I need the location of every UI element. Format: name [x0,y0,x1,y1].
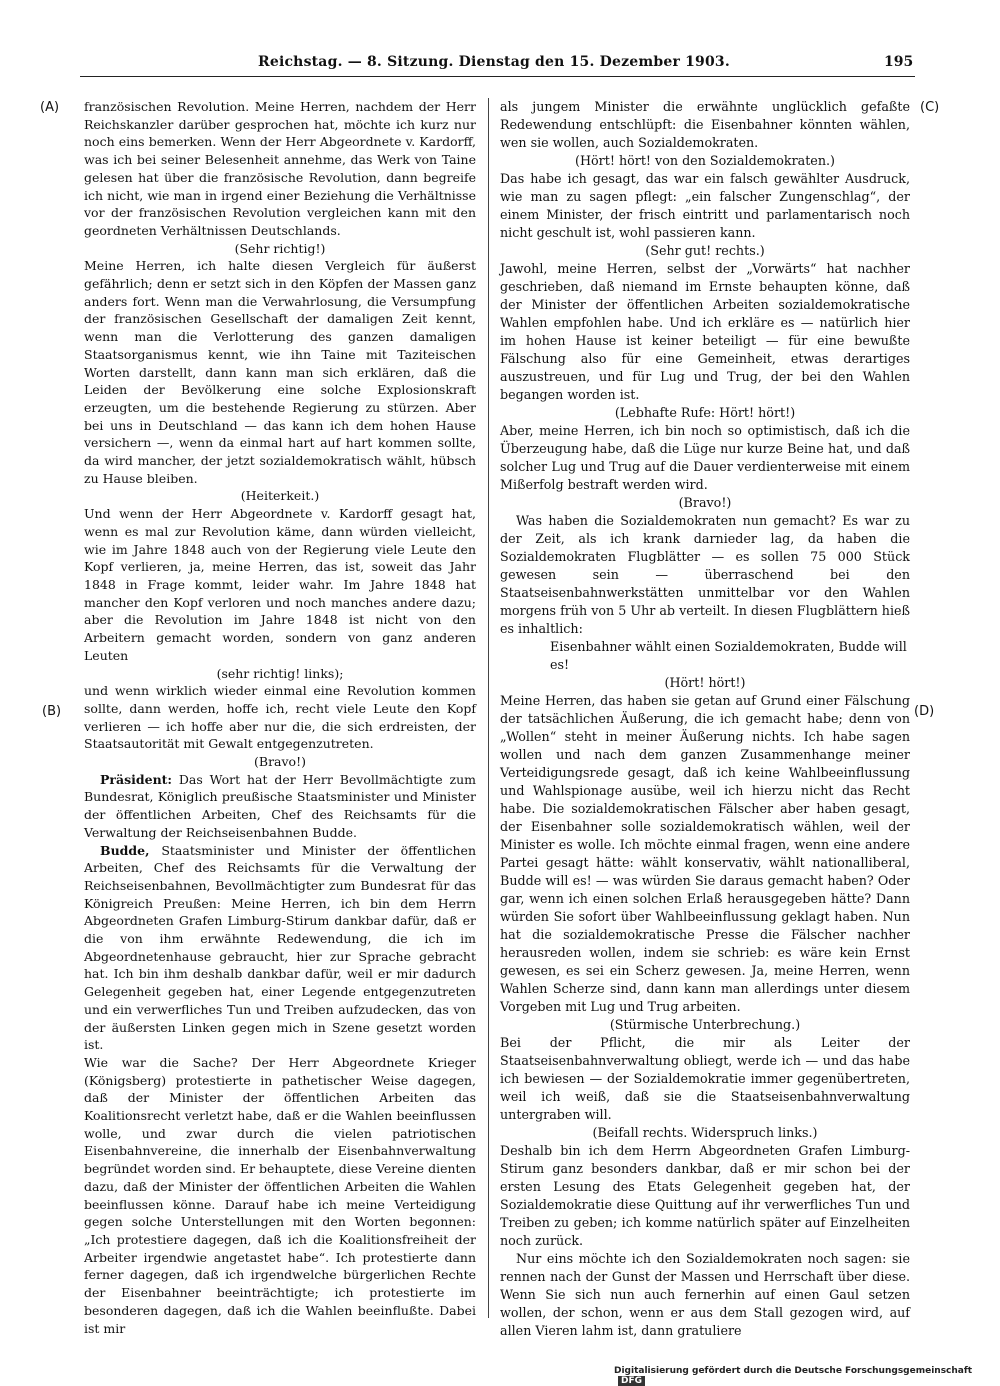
interjection: (Beifall rechts. Widerspruch links.) [592,1125,818,1140]
dfg-logo: DFG [618,1376,645,1386]
body-paragraph: Deshalb bin ich dem Herrn Abgeordneten Grafen Limburg-Stirum ganz besonders dankbar, daß er mir schon bei der ersten Lesung des Etats Gelegenheit gegeben hat, der Sozialdemokratie diese Quittung auf ihr verwerfliches Tun und Treiben zu geben; ich komme natürlich später auf Einzelheiten noch zurück. [500,1143,910,1248]
interjection: (Sehr gut! rechts.) [645,243,765,258]
body-paragraph: Und wenn der Herr Abgeordnete v. Kardorff gesagt hat, wenn es mal zur Revolution käme, dann würden vielleicht, wie im Jahre 1848 auch von der Regierung viele Leute den Kopf verlieren, ja, meine Herren, das ist, soweit das Jahr 1848 in Frage kommt, leider wahr. Im Jahre 1848 hat mancher den Kopf verloren und noch manches andere dazu; aber die Revolution im Jahre 1848 ist nicht von den Arbeitern gemacht worden, sondern von ganz anderen Leuten [84,506,476,663]
page-number: 195 [884,54,914,70]
interjection: (Stürmische Unterbrechung.) [609,1017,801,1032]
body-paragraph: Jawohl, meine Herren, selbst der „Vorwärts“ hat nachher geschrieben, daß niemand im Ernste behaupten könne, daß der Minister der öffentlichen Arbeiten sozialdemokratische Wahlen empfohlen habe. Und ich erkläre es — natürlich hier im hohen Hause ist keiner beteiligt — für eine bewußte Fälschung also für eine Gemeinheit, etwas derartiges auszustreuen, und für Lug und Trug, der bei den Wahlen begangen worden ist. [500,261,910,402]
body-paragraph: Wie war die Sache? Der Herr Abgeordnete Krieger (Königsberg) protestierte in pathetischer Weise dagegen, daß der Minister der öffentlichen Arbeiten das Koalitionsrecht verletzt habe, daß er die Wahlen beeinflussen wolle, und zwar durch die vielen patriotischen Eisenbahnvereine, die innerhalb der Eisenbahnverwaltung begründet worden sind. Er behauptete, diese Vereine dienten dazu, daß der Minister der öffentlichen Arbeiten die Wahlen beeinflussen könne. Darauf habe ich meine Verteidigung gegen solche Unterstellungen mit den Worten begonnen: „Ich protestiere dagegen, daß ich die Koalitionsfreiheit der Arbeiter irgendwie angetastet habe“. Ich protestierte dann ferner dagegen, daß ich irgendwelche bürgerlichen Rechte der Eisenbahner beeinträchtigte; ich protestierte im besonderen dagegen, daß ich die Wahlen beeinflußte. Dabei ist mir [84,1054,476,1336]
left-column [84,98,477,1336]
margin-letter-c: (C) [920,100,940,115]
body-paragraph: und wenn wirklich wieder einmal eine Revolution kommen sollte, dann werden, hoffe ich, recht viele Leute den Kopf verlieren — ich hoffe aber nur die, die sich erdreisten, der Staatsautorität mit Gewalt entgegenzutreten. [84,683,476,752]
interjection: (sehr richtig! links); [216,665,344,681]
margin-letter-b: (B) [42,704,62,719]
interjection: (Hört! hört! von den Sozialdemokraten.) [575,153,835,168]
footer-credit-text: Digitalisierung gefördert durch die Deutsche Forschungsgemeinschaft [614,1366,973,1376]
body-paragraph: Das habe ich gesagt, das war ein falsch gewählter Ausdruck, wie man zu sagen pflegt: „ein falscher Zungenschlag“, der einem Minister, der frisch eintritt und parlamentarisch noch nicht geschult ist, wohl passieren kann. [500,171,910,240]
margin-letter-d: (D) [914,704,935,719]
interjection: (Lebhafte Rufe: Hört! hört!) [614,405,796,420]
interjection: (Heiterkeit.) [240,488,320,504]
body-paragraph: französischen Revolution. Meine Herren, nachdem der Herr Reichskanzler darüber gesprochen hat, möchte ich kurz nur noch eins bemerken. Wenn der Herr Abgeordnete v. Kardorff, was ich bei seiner Belesenheit annehme, das Werk von Taine gelesen hat über die französische Revolution, dann begreife ich nicht, wie man in irgend einer Beziehung die Verhältnisse vor der französischen Revolution vergleichen kann mit den geordneten Verhältnissen Deutschlands. [84,99,476,238]
speaker-paragraph [84,771,476,842]
margin-letter-a: (A) [40,100,60,115]
column-divider [488,98,489,1318]
speech-text: Das Wort hat der Herr Bevollmächtigte zum Bundesrat, Königlich preußische Staatsminister und Minister der öffentlichen Arbeiten, Chef des Reichsamts für die Verwaltung der Reichseisenbahnen Budde. [84,771,477,840]
footer-credit [614,1366,1000,1386]
body-paragraph: Meine Herren, ich halte diesen Vergleich für äußerst gefährlich; denn er setzt sich in den Köpfen der Massen ganz anders fort. Wenn man die Verwahrlosung, die Versumpfung der französischen Gesellschaft der damaligen Zeit kennt, wenn man die Verlotterung des ganzen damaligen Staatsorganismus kennt, wie ihn Taine mit Taziteischen Worten darstellt, dann kann man sich erklären, daß die Leiden der Bevölkerung eine solche Explosionskraft erzeugten, um die bestehende Regierung zu stürzen. Aber bei uns in Deutschland — das kann ich dem hohen Hause versichern —, wenn da einmal hart auf hart kommen sollte, da wird mancher, der jetzt sozialdemokratisch wählt, hübsch zu Hause bleiben. [84,258,476,486]
interjection: (Bravo!) [254,754,306,770]
interjection: (Sehr richtig!) [234,240,326,256]
header-rule [80,76,915,77]
body-paragraph: Aber, meine Herren, ich bin noch so optimistisch, daß ich die Überzeugung habe, daß die Lüge nur kurze Beine hat, und daß solcher Lug und Trug auf die Dauer verdienterweise mit einem Mißerfolg bestraft werden wird. [500,423,910,492]
body-paragraph: Was haben die Sozialdemokraten nun gemacht? Es war zu der Zeit, als ich krank darnieder lag, da haben die Sozialdemokraten Flugblätter — es sollen 75 000 Stück gewesen sein — überraschend bei den Staatseisenbahnwerkstätten unmittelbar vor den Wahlen morgens früh von 5 Uhr ab verteilt. In diesen Flugblättern hieß es inhaltlich: [500,513,910,636]
running-header [0,54,1000,76]
speech-text: Staatsminister und Minister der öffentlichen Arbeiten, Chef des Reichsamts für die Verwaltung der Reichseisenbahnen, Bevollmächtigter zum Bundesrat für das Königreich Preußen: Meine Herren, ich bin dem Herrn Abgeordneten Grafen Limburg-Stirum dankbar dafür, daß er die von ihm erwähnte Redewendung, die ich im Abgeordnetenhause gebraucht, hier zur Sprache gebracht hat. Ich bin ihm deshalb dankbar dafür, weil er mir dadurch Gelegenheit gegeben hat, einer Legende entgegenzutreten und ein verwerfliches Tun und Treiben aufzudecken, das von der äußersten Linken gegen mich in Szene gesetzt worden ist. [84,842,476,1053]
interjection: (Hört! hört!) [664,675,746,690]
body-paragraph: Nur eins möchte ich den Sozialdemokraten noch sagen: sie rennen nach der Gunst der Massen und Herrschaft über diese. Wenn Sie sich nun auch fernerhin auf einen Gaul setzen wollen, der schon, wenn er aus dem Stall gezogen wird, auf allen Vieren lahm ist, dann gratuliere [500,1251,910,1338]
body-paragraph: Meine Herren, das haben sie getan auf Grund einer Fälschung der tatsächlichen Äußerung, die ich gemacht habe; denn von „Wollen“ steht in meiner Äußerung nichts. Ich habe sagen wollen und nach dem ganzen Zusammenhange meiner Verteidigungsrede gesagt, daß ich keine Wahlbeeinflussung und Wahlspionage ausübe, weil ich hierzu nicht das Recht habe. Die sozialdemokratischen Fälscher aber haben gesagt, der Eisenbahner solle sozialdemokratisch wählen, weil der Minister es wolle. Ich möchte einmal fragen, wenn eine andere Partei gesagt hätte: wählt konservativ, wählt nationalliberal, Budde will es! — was würden Sie daraus gemacht haben? Oder gar, wenn ich einen solchen Erlaß herausgegeben hätte? Dann würden Sie sofort über Wahlbeeinflussung geklagt haben. Nun hat die sozialdemokratische Presse die Fälscher nachher herausreden wollen, indem sie schrieb: es wäre kein Ernst gewesen, es sei ein Scherz gewesen. Ja, meine Herren, wenn Wahlen Scherze sind, dann kann man allerdings unter diesem Vorgeben mit Lug und Trug arbeiten. [500,693,910,1014]
body-paragraph: Bei der Pflicht, die mir als Leiter der Staatseisenbahnverwaltung obliegt, werde ich — und das habe ich bewiesen — der Sozialdemokratie immer gegenübertreten, weil ich weiß, daß sie die Staatseisenbahnverwaltung untergraben will. [500,1035,910,1122]
speaker-name: Präsident: [100,771,173,787]
speaker-paragraph [84,842,476,1054]
interjection: (Bravo!) [678,495,732,510]
speaker-name: Budde, [100,842,150,858]
right-column [500,98,910,1338]
body-paragraph: als jungem Minister die erwähnte unglücklich gefaßte Redewendung entschlüpft: die Eisenbahner könnten wählen, wen sie wollen, auch Sozialdemokraten. [500,99,910,150]
quoted-leaflet: Eisenbahner wählt einen Sozialdemokraten, Budde will es! [550,639,907,672]
running-title: Reichstag. — 8. Sitzung. Dienstag den 15. Dezember 1903. [258,54,730,70]
